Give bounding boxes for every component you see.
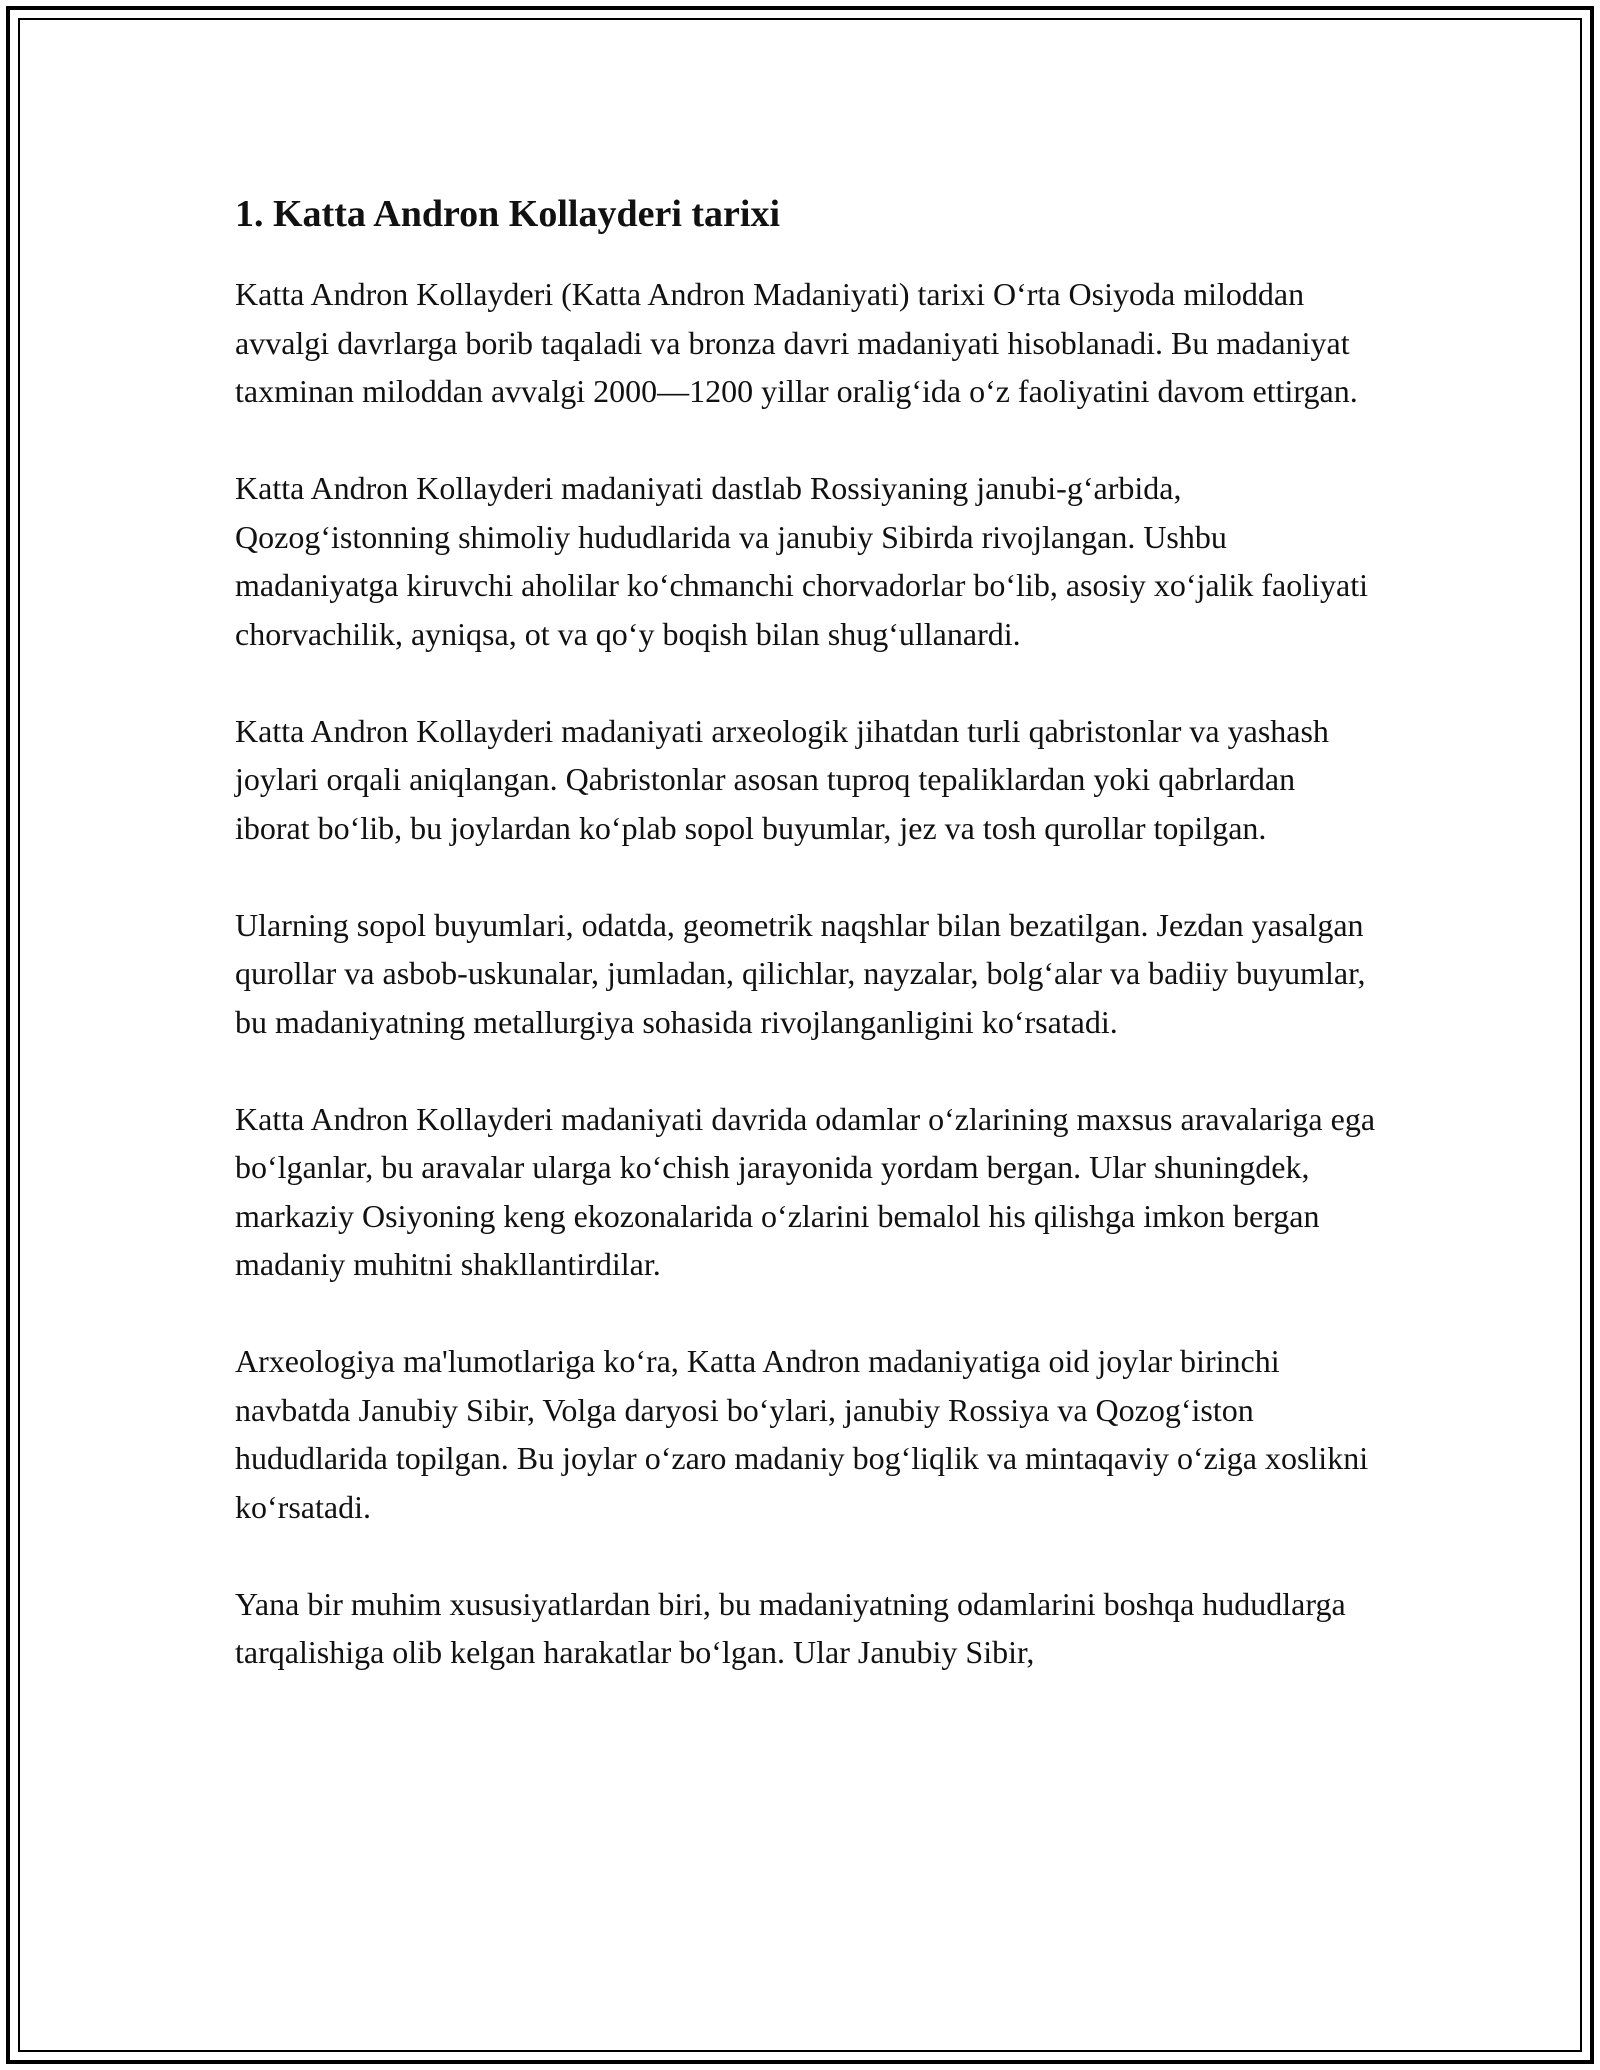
paragraph-7: Yana bir muhim xususiyatlardan biri, bu madaniyatning odamlarini boshqa hududlarga tarqalishiga olib kelgan harakatlar bo‘lgan. Ular Janubiy Sibir, [235, 1585, 1346, 1670]
paragraph-2: Katta Andron Kollayderi madaniyati dastlab Rossiyaning janubi-g‘arbida, Qozog‘istonning shimoliy hududlarida va janubiy Sibirda rivojlangan. Ushbu madaniyatga kiruvchi aholilar ko‘chmanchi chorvadorlar bo‘lib, asosiy xo‘jalik faoliyati chorvachilik, ayniqsa, ot va qo‘y boqish bilan shug‘ullanardi. [235, 470, 1368, 652]
paragraph-6: Arxeologiya ma'lumotlariga ko‘ra, Katta Andron madaniyatiga oid joylar birinchi navbatda Janubiy Sibir, Volga daryosi bo‘ylari, janubiy Rossiya va Qozog‘iston hududlarida topilgan. Bu joylar o‘zaro madaniy bog‘liqlik va mintaqaviy o‘ziga xoslikni ko‘rsatadi. [235, 1343, 1369, 1525]
paragraph-3: Katta Andron Kollayderi madaniyati arxeologik jihatdan turli qabristonlar va yashash joylari orqali aniqlangan. Qabristonlar asosan tuproq tepaliklardan yoki qabrlardan iborat bo‘lib, bu joylardan ko‘plab sopol buyumlar, jez va tosh qurollar topilgan. [235, 712, 1329, 846]
paragraph-5: Katta Andron Kollayderi madaniyati davrida odamlar o‘zlarining maxsus aravalariga ega bo‘lganlar, bu aravalar ularga ko‘chish jarayonida yordam bergan. Ular shuningdek, markaziy Osiyoning keng ekozonalarida o‘zlarini bemalol his qilishga imkon bergan madaniy muhitni shakllantirdilar. [235, 1100, 1376, 1282]
section-heading: 1. Katta Andron Kollayderi tarixi [235, 193, 781, 235]
paragraph-4: Ularning sopol buyumlari, odatda, geometrik naqshlar bilan bezatilgan. Jezdan yasalgan qurollar va asbob-uskunalar, jumladan, qilichlar, nayzalar, bolg‘alar va badiiy buyumlar, bu madaniyatning metallurgiya sohasida rivojlanganligini ko‘rsatadi. [235, 906, 1366, 1040]
paragraph-1: Katta Andron Kollayderi (Katta Andron Madaniyati) tarixi O‘rta Osiyoda miloddan avvalgi davrlarga borib taqaladi va bronza davri madaniyati hisoblanadi. Bu madaniyat taxminan miloddan avvalgi 2000—1200 yillar oralig‘ida o‘z faoliyatini davom ettirgan. [235, 276, 1358, 409]
document-body [235, 186, 1375, 1677]
